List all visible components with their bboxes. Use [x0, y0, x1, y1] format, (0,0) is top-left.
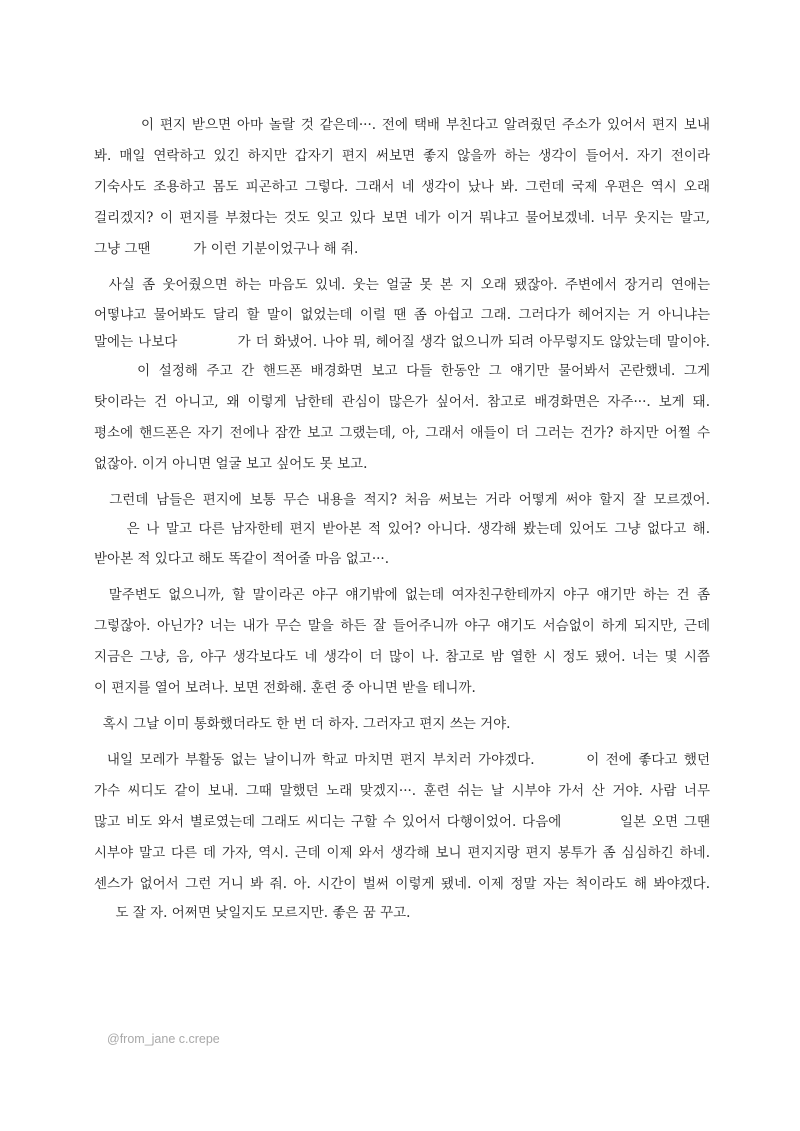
- letter-line: 어떻냐고 물어봐도 달리 할 말이 없었는데 이럴 땐 좀 아쉽고 그래. 그러다가 헤어지는 거 아니냐는: [94, 307, 710, 323]
- letter-line: 내일 모레가 부활동 없는 날이니까 학교 마치면 편지 부치러 가야겠다. 이 전에 좋다고 했던: [94, 752, 710, 768]
- letter-line: 혹시 그날 이미 통화했더라도 한 번 더 하자. 그러자고 편지 쓰는 거야.: [94, 716, 511, 732]
- letter-line: 은 나 말고 다른 남자한테 편지 받아본 적 있어? 아니다. 생각해 봤는데 있어도 그냥 없다고 해.: [94, 521, 710, 537]
- watermark: @from_jane c.crepe: [107, 1032, 220, 1046]
- letter-line: 말주변도 없으니까, 할 말이라곤 야구 얘기밖에 없는데 여자친구한테까지 야구 얘기만 하는 건 좀: [94, 587, 710, 603]
- letter-line: 없잖아. 이거 아니면 얼굴 보고 싶어도 못 보고.: [94, 456, 368, 472]
- letter-line: 받아본 적 있다고 해도 똑같이 적어줄 마음 없고···.: [94, 551, 389, 567]
- letter-line: 말에는 나보다 가 더 화냈어. 나야 뭐, 헤어질 생각 없으니까 되려 아무렇지도 않았는데 말이야.: [94, 334, 710, 350]
- letter-line: 기숙사도 조용하고 몸도 피곤하고 그렇다. 그래서 네 생각이 났나 봐. 그런데 국제 우편은 역시 오래: [94, 179, 710, 195]
- letter-line: 도 잘 자. 어쩌면 낮일지도 모르지만. 좋은 꿈 꾸고.: [94, 905, 411, 921]
- letter-line: 그냥 그땐 가 이런 기분이었구나 해 줘.: [94, 241, 359, 257]
- letter-line: 이 설정해 주고 간 핸드폰 배경화면 보고 다들 한동안 그 얘기만 물어봐서 곤란했네. 그게: [94, 363, 710, 379]
- letter-line: 이 편지 받으면 아마 놀랄 것 같은데···. 전에 택배 부친다고 알려줬던 주소가 있어서 편지 보내: [94, 117, 710, 133]
- letter-line: 사실 좀 웃어줬으면 하는 마음도 있네. 웃는 얼굴 못 본 지 오래 됐잖아. 주변에서 장거리 연애는: [94, 277, 710, 293]
- letter-line: 그런데 남들은 편지에 보통 무슨 내용을 적지? 처음 써보는 거라 어떻게 써야 할지 잘 모르겠어.: [94, 492, 710, 508]
- letter-line: 많고 비도 와서 별로였는데 그래도 씨디는 구할 수 있어서 다행이었어. 다음에 일본 오면 그땐: [94, 814, 710, 830]
- letter-line: 가수 씨디도 같이 보내. 그때 말했던 노래 맞겠지···. 훈련 쉬는 날 시부야 가서 산 거야. 사람 너무: [94, 783, 710, 799]
- letter-line: 그렇잖아. 아닌가? 너는 내가 무슨 말을 하든 잘 들어주니까 야구 얘기도 서슴없이 하게 되지만, 근데: [94, 618, 710, 634]
- letter-line: 이 편지를 열어 보려나. 보면 전화해. 훈련 중 아니면 받을 테니까.: [94, 680, 476, 696]
- letter-line: 센스가 없어서 그런 거니 봐 줘. 아. 시간이 벌써 이렇게 됐네. 이제 정말 자는 척이라도 해 봐야겠다.: [94, 876, 710, 892]
- letter-line: 지금은 그냥, 음, 야구 생각보다도 네 생각이 더 많이 나. 참고로 밤 열한 시 정도 됐어. 너는 몇 시쯤: [94, 649, 710, 665]
- letter-line: 시부야 말고 다른 데 가자, 역시. 근데 이제 와서 생각해 보니 편지지랑 편지 봉투가 좀 심심하긴 하네.: [94, 845, 710, 861]
- letter-line: 탓이라는 건 아니고, 왜 이렇게 남한테 관심이 많은가 싶어서. 참고로 배경화면은 자주···. 보게 돼.: [94, 394, 710, 410]
- letter-line: 평소에 핸드폰은 자기 전에나 잠깐 보고 그랬는데, 아, 그래서 애들이 더 그러는 건가? 하지만 어쩔 수: [94, 425, 710, 441]
- letter-line: 봐. 매일 연락하고 있긴 하지만 갑자기 편지 써보면 좋지 않을까 하는 생각이 들어서. 자기 전이라: [94, 148, 710, 164]
- letter-line: 걸리겠지? 이 편지를 부쳤다는 것도 잊고 있다 보면 네가 이거 뭐냐고 물어보겠네. 너무 웃지는 말고,: [94, 210, 710, 226]
